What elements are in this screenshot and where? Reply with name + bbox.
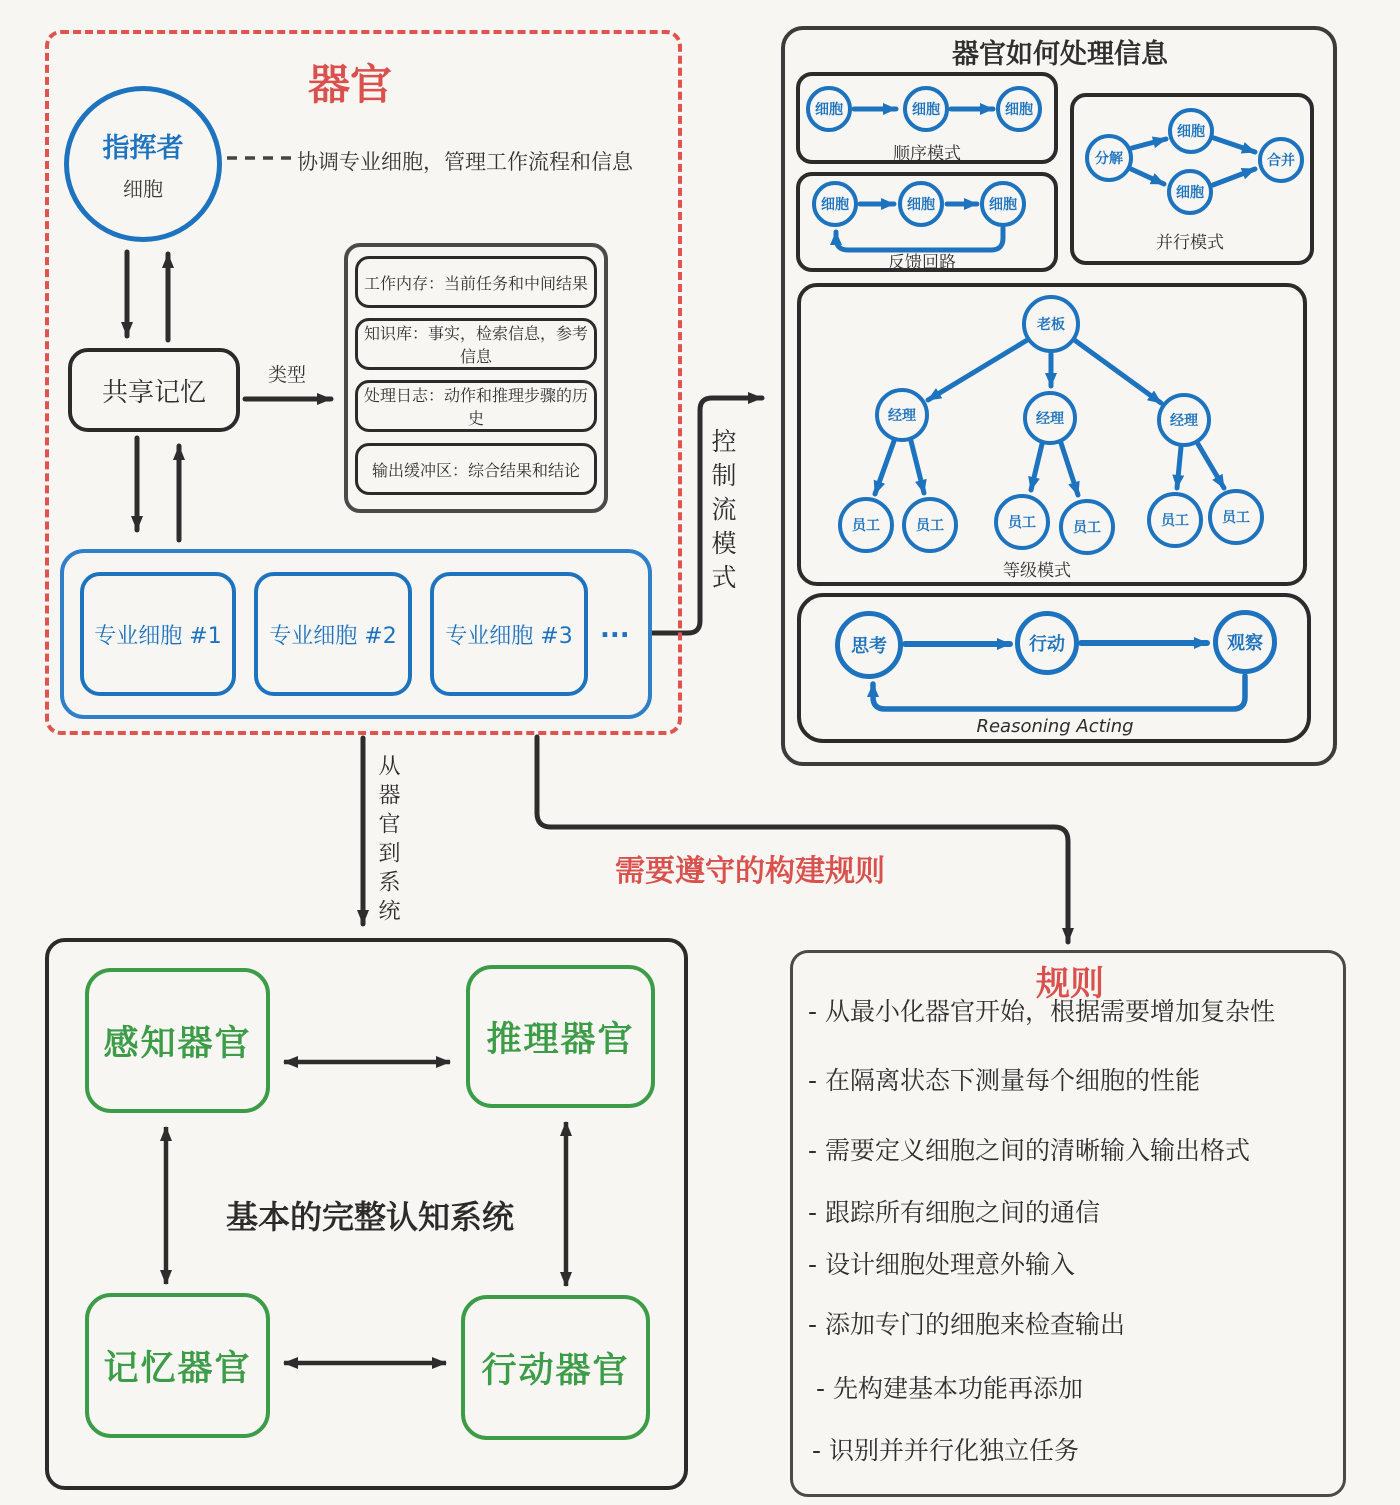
parallel-split-node: 分解 xyxy=(1085,134,1133,182)
memory-type-knowledge: 知识库：事实，检索信息，参考信息 xyxy=(355,318,597,370)
hierarchy-worker-3: 员工 xyxy=(994,494,1050,550)
memory-organ-node: 记忆器官 xyxy=(85,1293,270,1438)
hierarchy-worker-6: 员工 xyxy=(1208,489,1264,545)
seq-cell-3: 细胞 xyxy=(996,86,1042,132)
parallel-label: 并行模式 xyxy=(1156,233,1224,253)
cells-ellipsis: ... xyxy=(600,614,630,644)
commander-cell-node xyxy=(64,86,222,242)
parallel-cell-bottom: 细胞 xyxy=(1167,169,1213,215)
fb-cell-2: 细胞 xyxy=(898,181,944,227)
hierarchy-worker-4: 员工 xyxy=(1059,499,1115,555)
rule-item-1: - 从最小化器官开始，根据需要增加复杂性 xyxy=(808,997,1275,1026)
specialist-cell-3: 专业细胞 #3 xyxy=(430,572,588,696)
build-rules-label: 需要遵守的构建规则 xyxy=(615,854,885,889)
specialist-cell-2: 专业细胞 #2 xyxy=(254,572,412,696)
organ-to-system-label: 从器官到系统 xyxy=(375,754,400,928)
memory-type-working: 工作内存：当前任务和中间结果 xyxy=(355,256,597,308)
commander-note: 协调专业细胞，管理工作流程和信息 xyxy=(297,150,633,174)
fb-cell-1: 细胞 xyxy=(812,181,858,227)
hierarchy-boss-node: 老板 xyxy=(1022,295,1080,353)
rule-item-5: - 设计细胞处理意外输入 xyxy=(808,1250,1075,1279)
seq-cell-1: 细胞 xyxy=(806,86,852,132)
memory-type-output: 输出缓冲区：综合结果和结论 xyxy=(355,443,597,495)
hierarchy-manager-3: 经理 xyxy=(1157,393,1211,447)
react-observe-node: 观察 xyxy=(1213,610,1277,674)
memory-type-log: 处理日志：动作和推理步骤的历史 xyxy=(355,380,597,432)
specialist-cell-1: 专业细胞 #1 xyxy=(80,572,236,696)
hierarchy-label: 等级模式 xyxy=(1003,561,1071,581)
shared-memory-label: 共享记忆 xyxy=(101,377,206,408)
commander-subtitle: 细胞 xyxy=(123,177,163,201)
feedback-label: 反馈回路 xyxy=(888,253,956,273)
hierarchy-worker-1: 员工 xyxy=(838,497,894,553)
rule-item-7: - 先构建基本功能再添加 xyxy=(816,1374,1083,1403)
react-label: Reasoning Acting xyxy=(976,716,1134,737)
hierarchy-manager-2: 经理 xyxy=(1023,391,1077,445)
rule-item-4: - 跟踪所有细胞之间的通信 xyxy=(808,1198,1100,1227)
seq-cell-2: 细胞 xyxy=(903,86,949,132)
fb-cell-3: 细胞 xyxy=(980,181,1026,227)
commander-title: 指挥者 xyxy=(102,133,184,164)
rule-item-3: - 需要定义细胞之间的清晰输入输出格式 xyxy=(808,1136,1250,1165)
rules-title: 规则 xyxy=(1036,964,1104,1004)
shared-memory-node xyxy=(68,348,240,432)
control-flow-label: 控制流模式 xyxy=(708,428,737,598)
action-organ-node: 行动器官 xyxy=(461,1295,650,1440)
parallel-cell-top: 细胞 xyxy=(1168,108,1214,154)
arrow-organ-to-rules xyxy=(537,737,1068,942)
hierarchy-worker-5: 员工 xyxy=(1147,492,1203,548)
reasoning-organ-node: 推理器官 xyxy=(466,965,655,1108)
hierarchy-manager-1: 经理 xyxy=(875,388,929,442)
hierarchy-worker-2: 员工 xyxy=(902,497,958,553)
parallel-merge-node: 合并 xyxy=(1258,137,1304,183)
react-act-node: 行动 xyxy=(1015,611,1079,675)
rule-item-2: - 在隔离状态下测量每个细胞的性能 xyxy=(808,1066,1200,1095)
type-label: 类型 xyxy=(268,364,307,386)
cognitive-center-label: 基本的完整认知系统 xyxy=(225,1198,514,1236)
rule-item-6: - 添加专门的细胞来检查输出 xyxy=(808,1310,1125,1339)
react-think-node: 思考 xyxy=(835,611,903,679)
organ-title: 器官 xyxy=(307,60,392,109)
sequential-label: 顺序模式 xyxy=(893,144,961,164)
perception-organ-node: 感知器官 xyxy=(85,968,270,1113)
processing-title: 器官如何处理信息 xyxy=(952,39,1168,70)
rule-item-8: - 识别并并行化独立任务 xyxy=(812,1436,1079,1465)
